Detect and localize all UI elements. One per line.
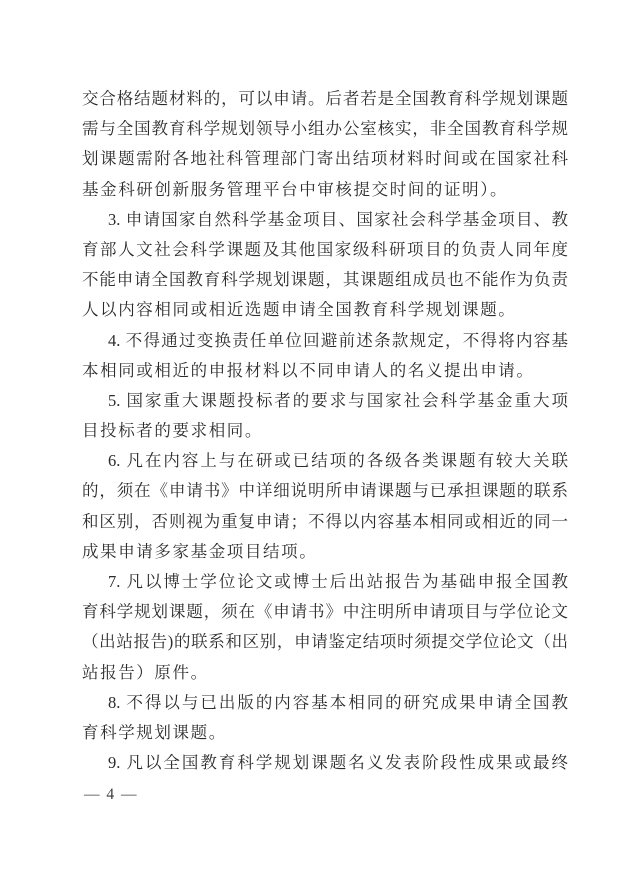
text-line: 划课题需附各地社科管理部门寄出结项材料时间或在国家社科 xyxy=(82,149,568,169)
text-line: 6. 凡在内容上与在研或已结项的各级各类课题有较大关联 xyxy=(108,451,568,471)
paragraph xyxy=(82,446,568,567)
text-line: 本相同或相近的申报材料以不同申请人的名义提出申请。 xyxy=(82,360,535,380)
text-line: 交合格结题材料的，可以申请。后者若是全国教育科学规划课题 xyxy=(82,89,568,108)
text-line: 8. 不得以与已出版的内容基本相同的研究成果申请全国教 xyxy=(108,692,568,712)
text-line: 的，须在《申请书》中详细说明所申请课题与已承担课题的联系 xyxy=(82,481,568,501)
text-line: 育部人文社会科学课题及其他国家级科研项目的负责人同年度 xyxy=(82,239,568,259)
text-line: 4. 不得通过变换责任单位回避前述条款规定，不得将内容基 xyxy=(108,330,568,350)
text-line: 育科学规划课题，须在《申请书》中注明所申请项目与学位论文 xyxy=(82,602,568,622)
text-line: 基金科研创新服务管理平台中审核提交时间的证明）。 xyxy=(82,179,509,199)
paragraph xyxy=(82,84,568,205)
text-line: 目投标者的要求相同。 xyxy=(82,421,263,441)
text-line: 5. 国家重大课题投标者的要求与国家社会科学基金重大项 xyxy=(108,390,568,410)
text-line: 人以内容相同或相近选题申请全国教育科学规划课题。 xyxy=(82,300,517,320)
paragraph xyxy=(82,748,568,778)
paragraph xyxy=(82,205,568,326)
text-line: 站报告）原件。 xyxy=(82,662,209,682)
text-line: 和区别，否则视为重复申请；不得以内容基本相同或相近的同一 xyxy=(82,511,568,531)
document-body xyxy=(82,84,568,778)
text-line: 需与全国教育科学规划领导小组办公室核实，非全国教育科学规 xyxy=(82,119,568,139)
text-line: 不能申请全国教育科学规划课题，其课题组成员也不能作为负责 xyxy=(82,270,568,290)
text-line: （出站报告)的联系和区别，申请鉴定结项时须提交学位论文（出 xyxy=(82,632,568,652)
paragraph xyxy=(82,326,568,386)
page-number: — 4 — xyxy=(84,786,138,803)
text-line: 育科学规划课题。 xyxy=(82,722,227,742)
text-line: 成果申请多家基金项目结项。 xyxy=(82,541,318,561)
paragraph xyxy=(82,688,568,748)
text-line: 3. 申请国家自然科学基金项目、国家社会科学基金项目、教 xyxy=(108,209,568,229)
paragraph xyxy=(82,386,568,446)
text-line: 9. 凡以全国教育科学规划课题名义发表阶段性成果或最终 xyxy=(108,753,568,773)
paragraph xyxy=(82,567,568,688)
text-line: 7. 凡以博士学位论文或博士后出站报告为基础申报全国教 xyxy=(108,572,568,591)
